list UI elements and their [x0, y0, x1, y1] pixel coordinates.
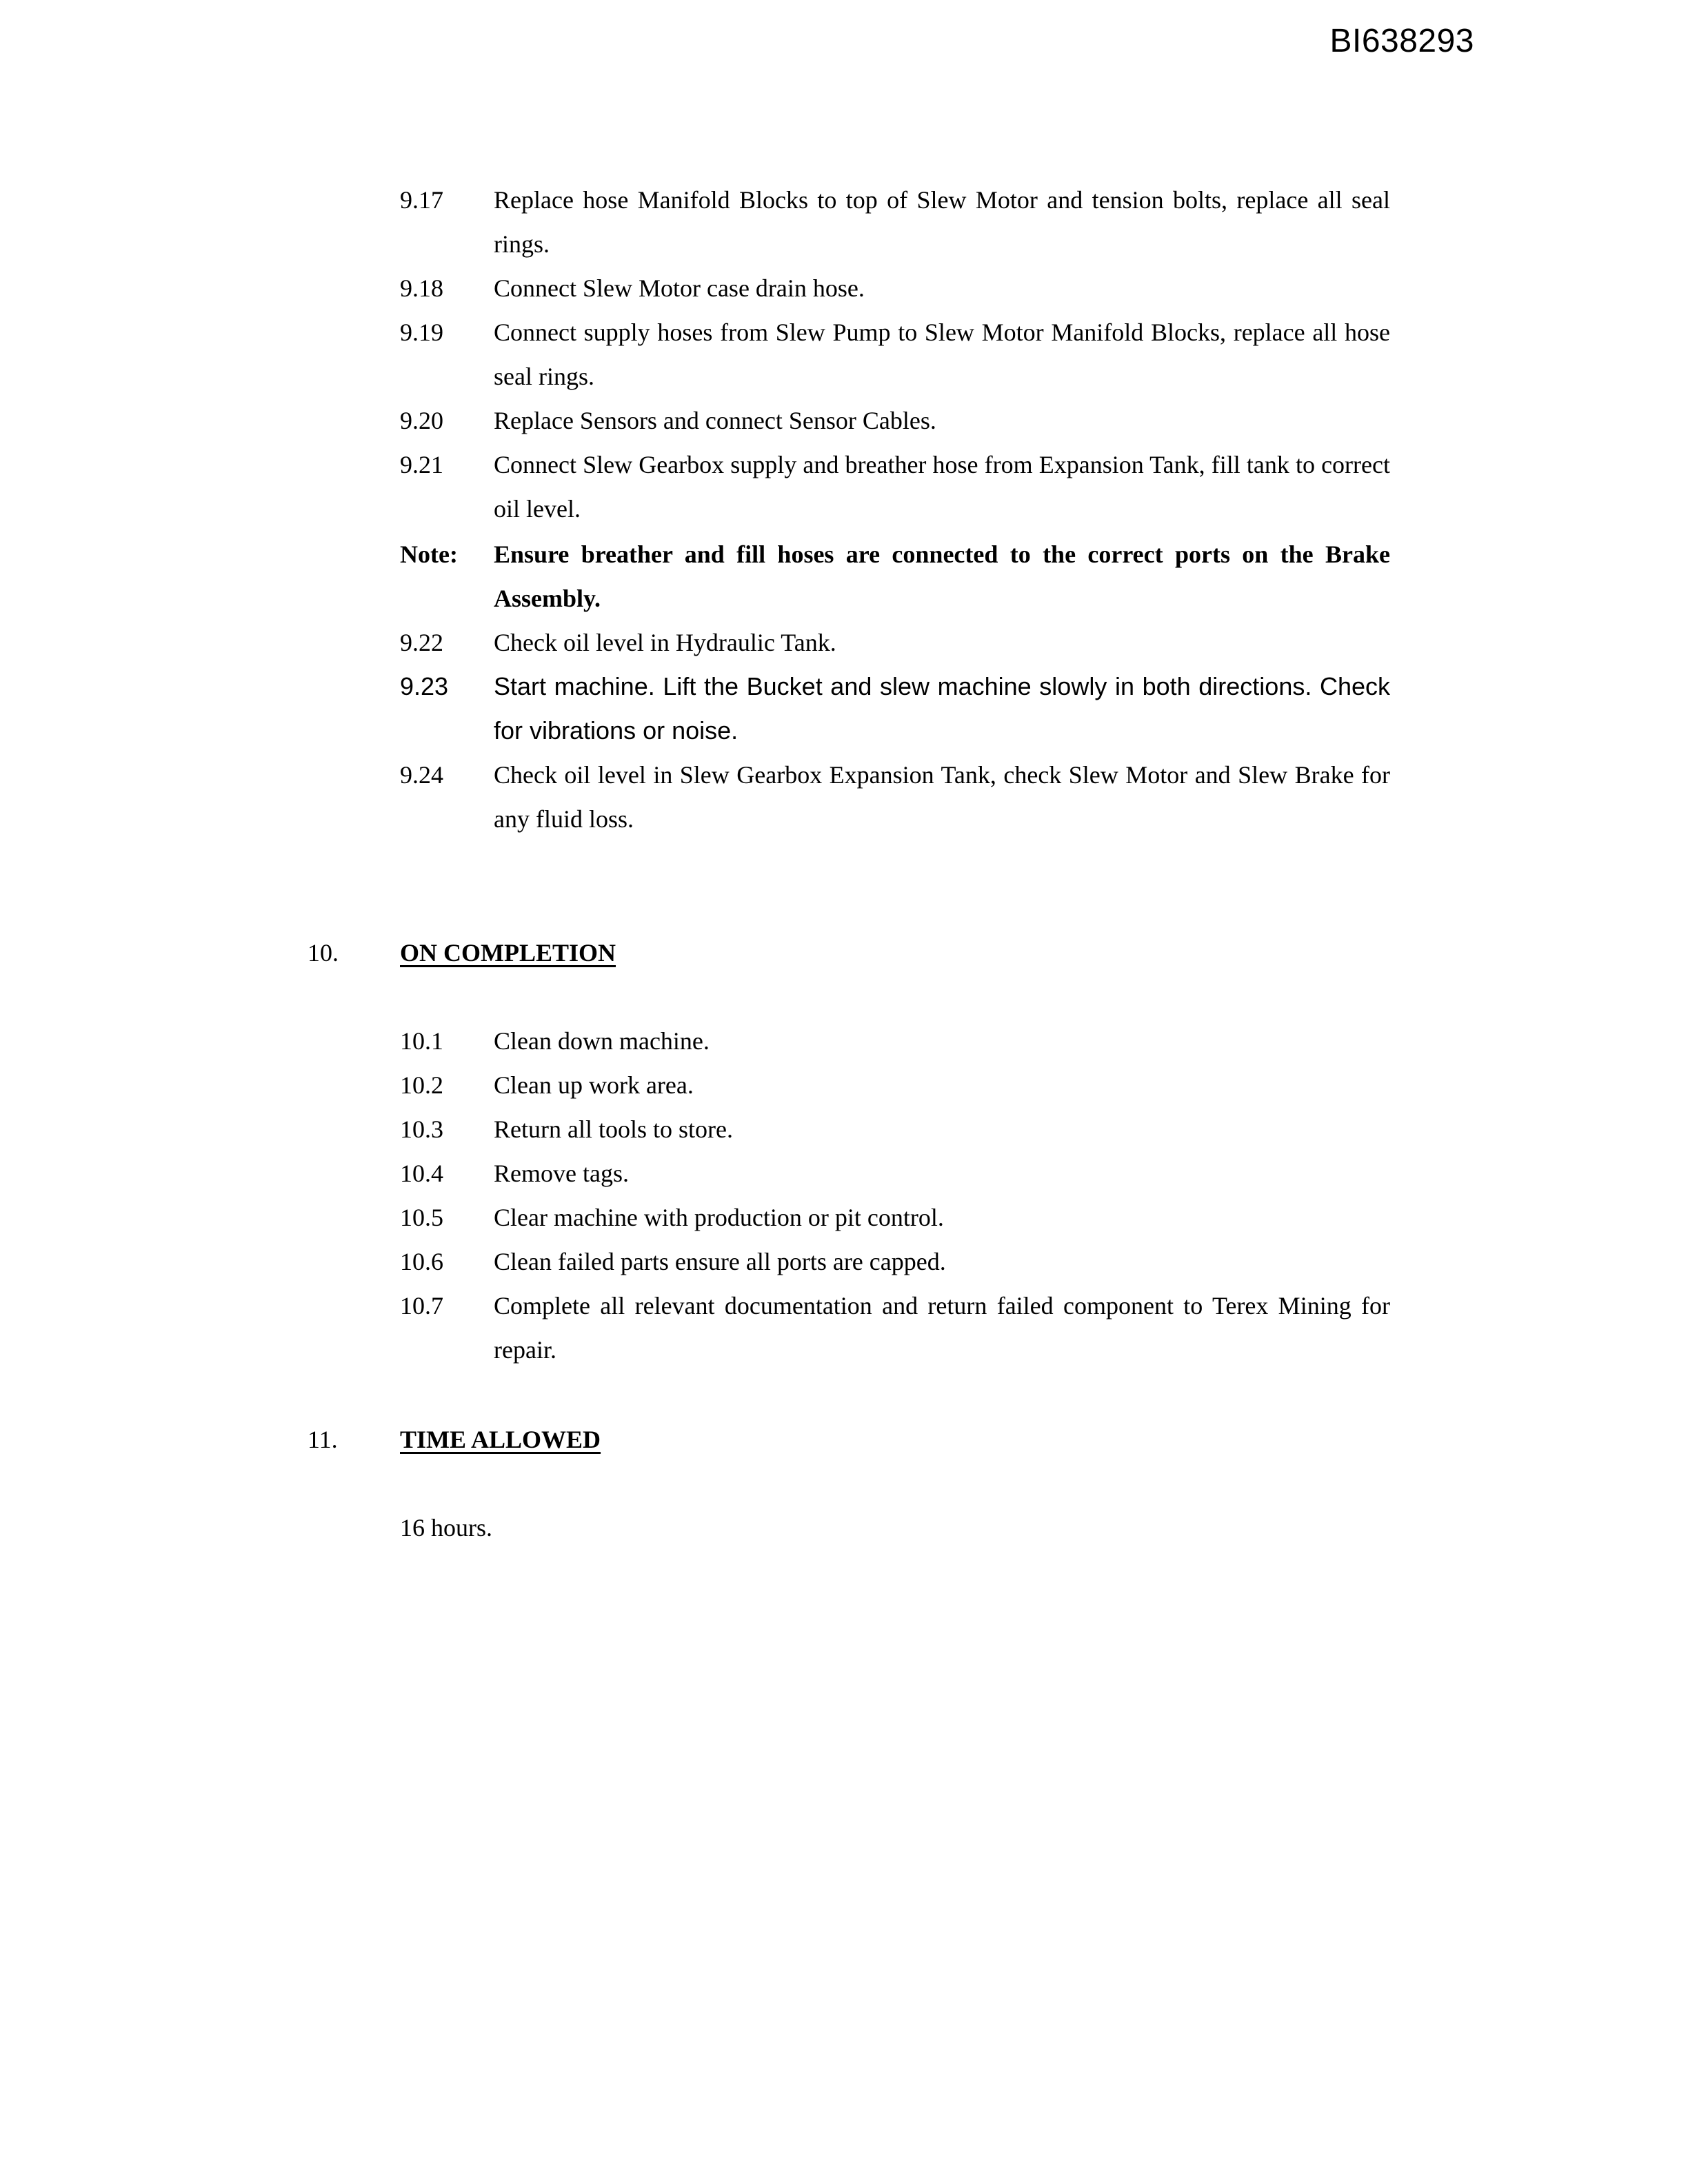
step-text: Connect supply hoses from Slew Pump to Slew Motor Manifold Blocks, replace all hose seal rings. — [494, 318, 1390, 390]
section-title: ON COMPLETION — [400, 939, 616, 967]
step-number: 10.4 — [400, 1160, 443, 1187]
step-10-7 — [400, 1284, 1390, 1372]
step-number: 9.19 — [400, 318, 443, 346]
step-number: 10.5 — [400, 1204, 443, 1231]
step-text: Return all tools to store. — [494, 1115, 733, 1143]
section-title: TIME ALLOWED — [400, 1426, 601, 1453]
step-number: 9.17 — [400, 186, 443, 214]
note-brake-assembly — [400, 532, 1390, 620]
step-number: 10.3 — [400, 1115, 443, 1143]
step-number: 10.2 — [400, 1071, 443, 1099]
step-number: 9.18 — [400, 274, 443, 302]
step-9-21 — [400, 443, 1390, 531]
step-10-6 — [400, 1240, 1390, 1284]
step-9-17 — [400, 178, 1390, 266]
step-text: Connect Slew Motor case drain hose. — [494, 274, 865, 302]
step-text: Check oil level in Hydraulic Tank. — [494, 629, 836, 656]
step-number: 9.21 — [400, 451, 443, 478]
step-10-5 — [400, 1195, 1390, 1240]
step-text: Replace Sensors and connect Sensor Cables. — [494, 407, 936, 434]
step-text: Complete all relevant documentation and return failed component to Terex Mining for repair. — [494, 1292, 1390, 1364]
step-10-1 — [400, 1019, 1390, 1063]
step-text: Replace hose Manifold Blocks to top of Slew Motor and tension bolts, replace all seal rings. — [494, 186, 1390, 258]
step-number: 9.22 — [400, 629, 443, 656]
note-text: Ensure breather and fill hoses are connected to the correct ports on the Brake Assembly. — [494, 540, 1390, 612]
time-allowed-value: 16 hours. — [400, 1514, 492, 1541]
section-number: 10. — [308, 939, 339, 967]
section-number: 11. — [308, 1426, 338, 1453]
step-number: 10.1 — [400, 1027, 443, 1055]
step-number: 9.20 — [400, 407, 443, 434]
step-text: Clear machine with production or pit control. — [494, 1204, 944, 1231]
step-9-18 — [400, 266, 1390, 310]
document-id: BI638293 — [1329, 23, 1474, 59]
step-number: 10.7 — [400, 1292, 443, 1320]
step-9-19 — [400, 310, 1390, 398]
step-text: Check oil level in Slew Gearbox Expansion Tank, check Slew Motor and Slew Brake for any fluid loss. — [494, 761, 1390, 833]
step-text: Clean up work area. — [494, 1071, 694, 1099]
step-9-24 — [400, 753, 1390, 841]
step-text: Clean failed parts ensure all ports are capped. — [494, 1248, 946, 1275]
step-10-2 — [400, 1063, 1390, 1107]
step-number: 9.23 — [400, 672, 449, 700]
step-9-23 — [400, 665, 1390, 753]
step-9-22 — [400, 620, 1390, 665]
step-text: Remove tags. — [494, 1160, 629, 1187]
step-number: 9.24 — [400, 761, 443, 789]
step-10-3 — [400, 1107, 1390, 1151]
step-10-4 — [400, 1151, 1390, 1195]
step-number: 10.6 — [400, 1248, 443, 1275]
step-text: Clean down machine. — [494, 1027, 710, 1055]
note-label: Note: — [400, 540, 458, 568]
step-9-20 — [400, 398, 1390, 443]
step-text: Connect Slew Gearbox supply and breather hose from Expansion Tank, fill tank to correct oil level. — [494, 451, 1390, 523]
step-text: Start machine. Lift the Bucket and slew machine slowly in both directions. Check for vibrations or noise. — [494, 672, 1390, 745]
